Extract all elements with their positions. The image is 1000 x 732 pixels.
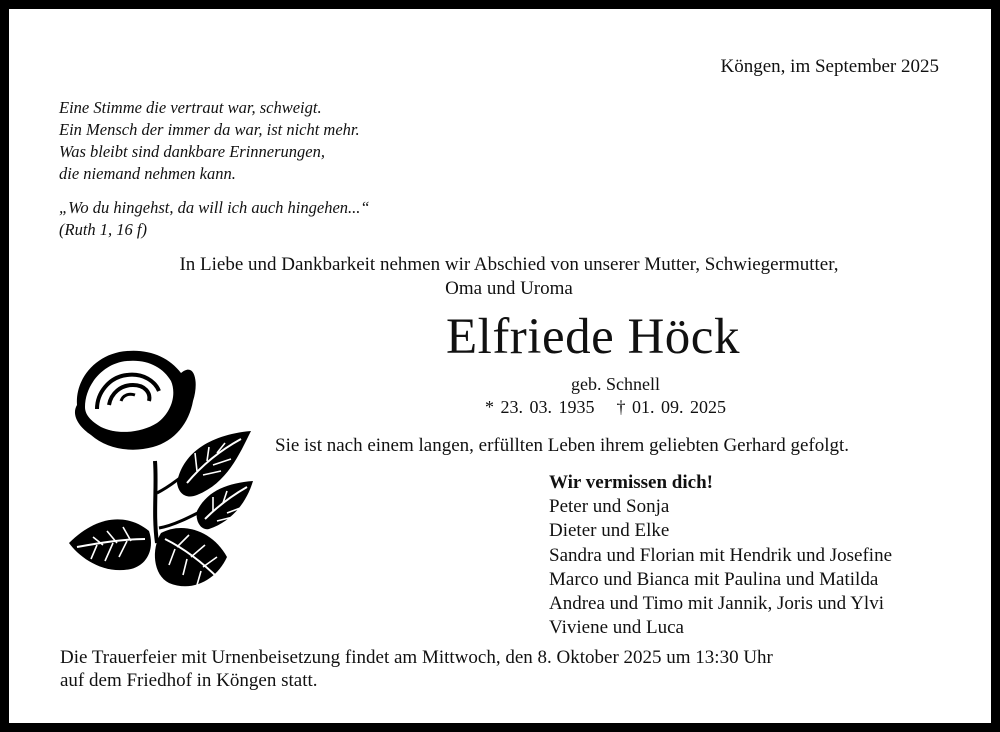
family-heading: Wir vermissen dich! — [549, 472, 713, 493]
poem — [59, 97, 360, 185]
bible-quote — [59, 197, 370, 241]
family-member: Marco und Bianca mit Paulina und Matilda — [549, 568, 879, 590]
family-member: Sandra und Florian mit Hendrik und Josefine — [549, 544, 893, 566]
ceremony-info — [60, 646, 773, 692]
quote-source: (Ruth 1, 16 f) — [59, 220, 147, 239]
deceased-name: Elfriede Höck — [446, 309, 740, 365]
family-list — [549, 471, 892, 640]
born-name: geb. Schnell — [571, 374, 660, 394]
poem-line: Was bleibt sind dankbare Erinnerungen, — [59, 142, 325, 161]
rose-icon — [57, 343, 257, 603]
place-date: Köngen, im September 2025 — [720, 56, 939, 77]
statement: Sie ist nach einem langen, erfüllten Leben ihrem geliebten Gerhard gefolgt. — [275, 435, 850, 456]
family-member: Viviene und Luca — [549, 617, 684, 639]
poem-line: Eine Stimme die vertraut war, schweigt. — [59, 98, 322, 117]
birth-date: * 23. 03. 1935 — [485, 397, 595, 417]
intro-text — [9, 253, 1000, 301]
poem-line: Ein Mensch der immer da war, ist nicht mehr. — [59, 120, 360, 139]
life-dates — [485, 397, 726, 418]
death-date: † 01. 09. 2025 — [616, 397, 726, 417]
family-member: Peter und Sonja — [549, 496, 670, 518]
intro-line: Oma und Uroma — [445, 278, 573, 299]
poem-line: die niemand nehmen kann. — [59, 164, 236, 183]
quote-text: „Wo du hingehst, da will ich auch hingehen...“ — [59, 198, 370, 217]
family-member: Dieter und Elke — [549, 520, 670, 542]
ceremony-line: Die Trauerfeier mit Urnenbeisetzung findet am Mittwoch, den 8. Oktober 2025 um 13:30 Uhr — [60, 647, 773, 668]
ceremony-line: auf dem Friedhof in Köngen statt. — [60, 670, 318, 691]
family-member: Andrea und Timo mit Jannik, Joris und Ylvi — [549, 593, 884, 615]
intro-line: In Liebe und Dankbarkeit nehmen wir Abschied von unserer Mutter, Schwiegermutter, — [179, 254, 839, 275]
